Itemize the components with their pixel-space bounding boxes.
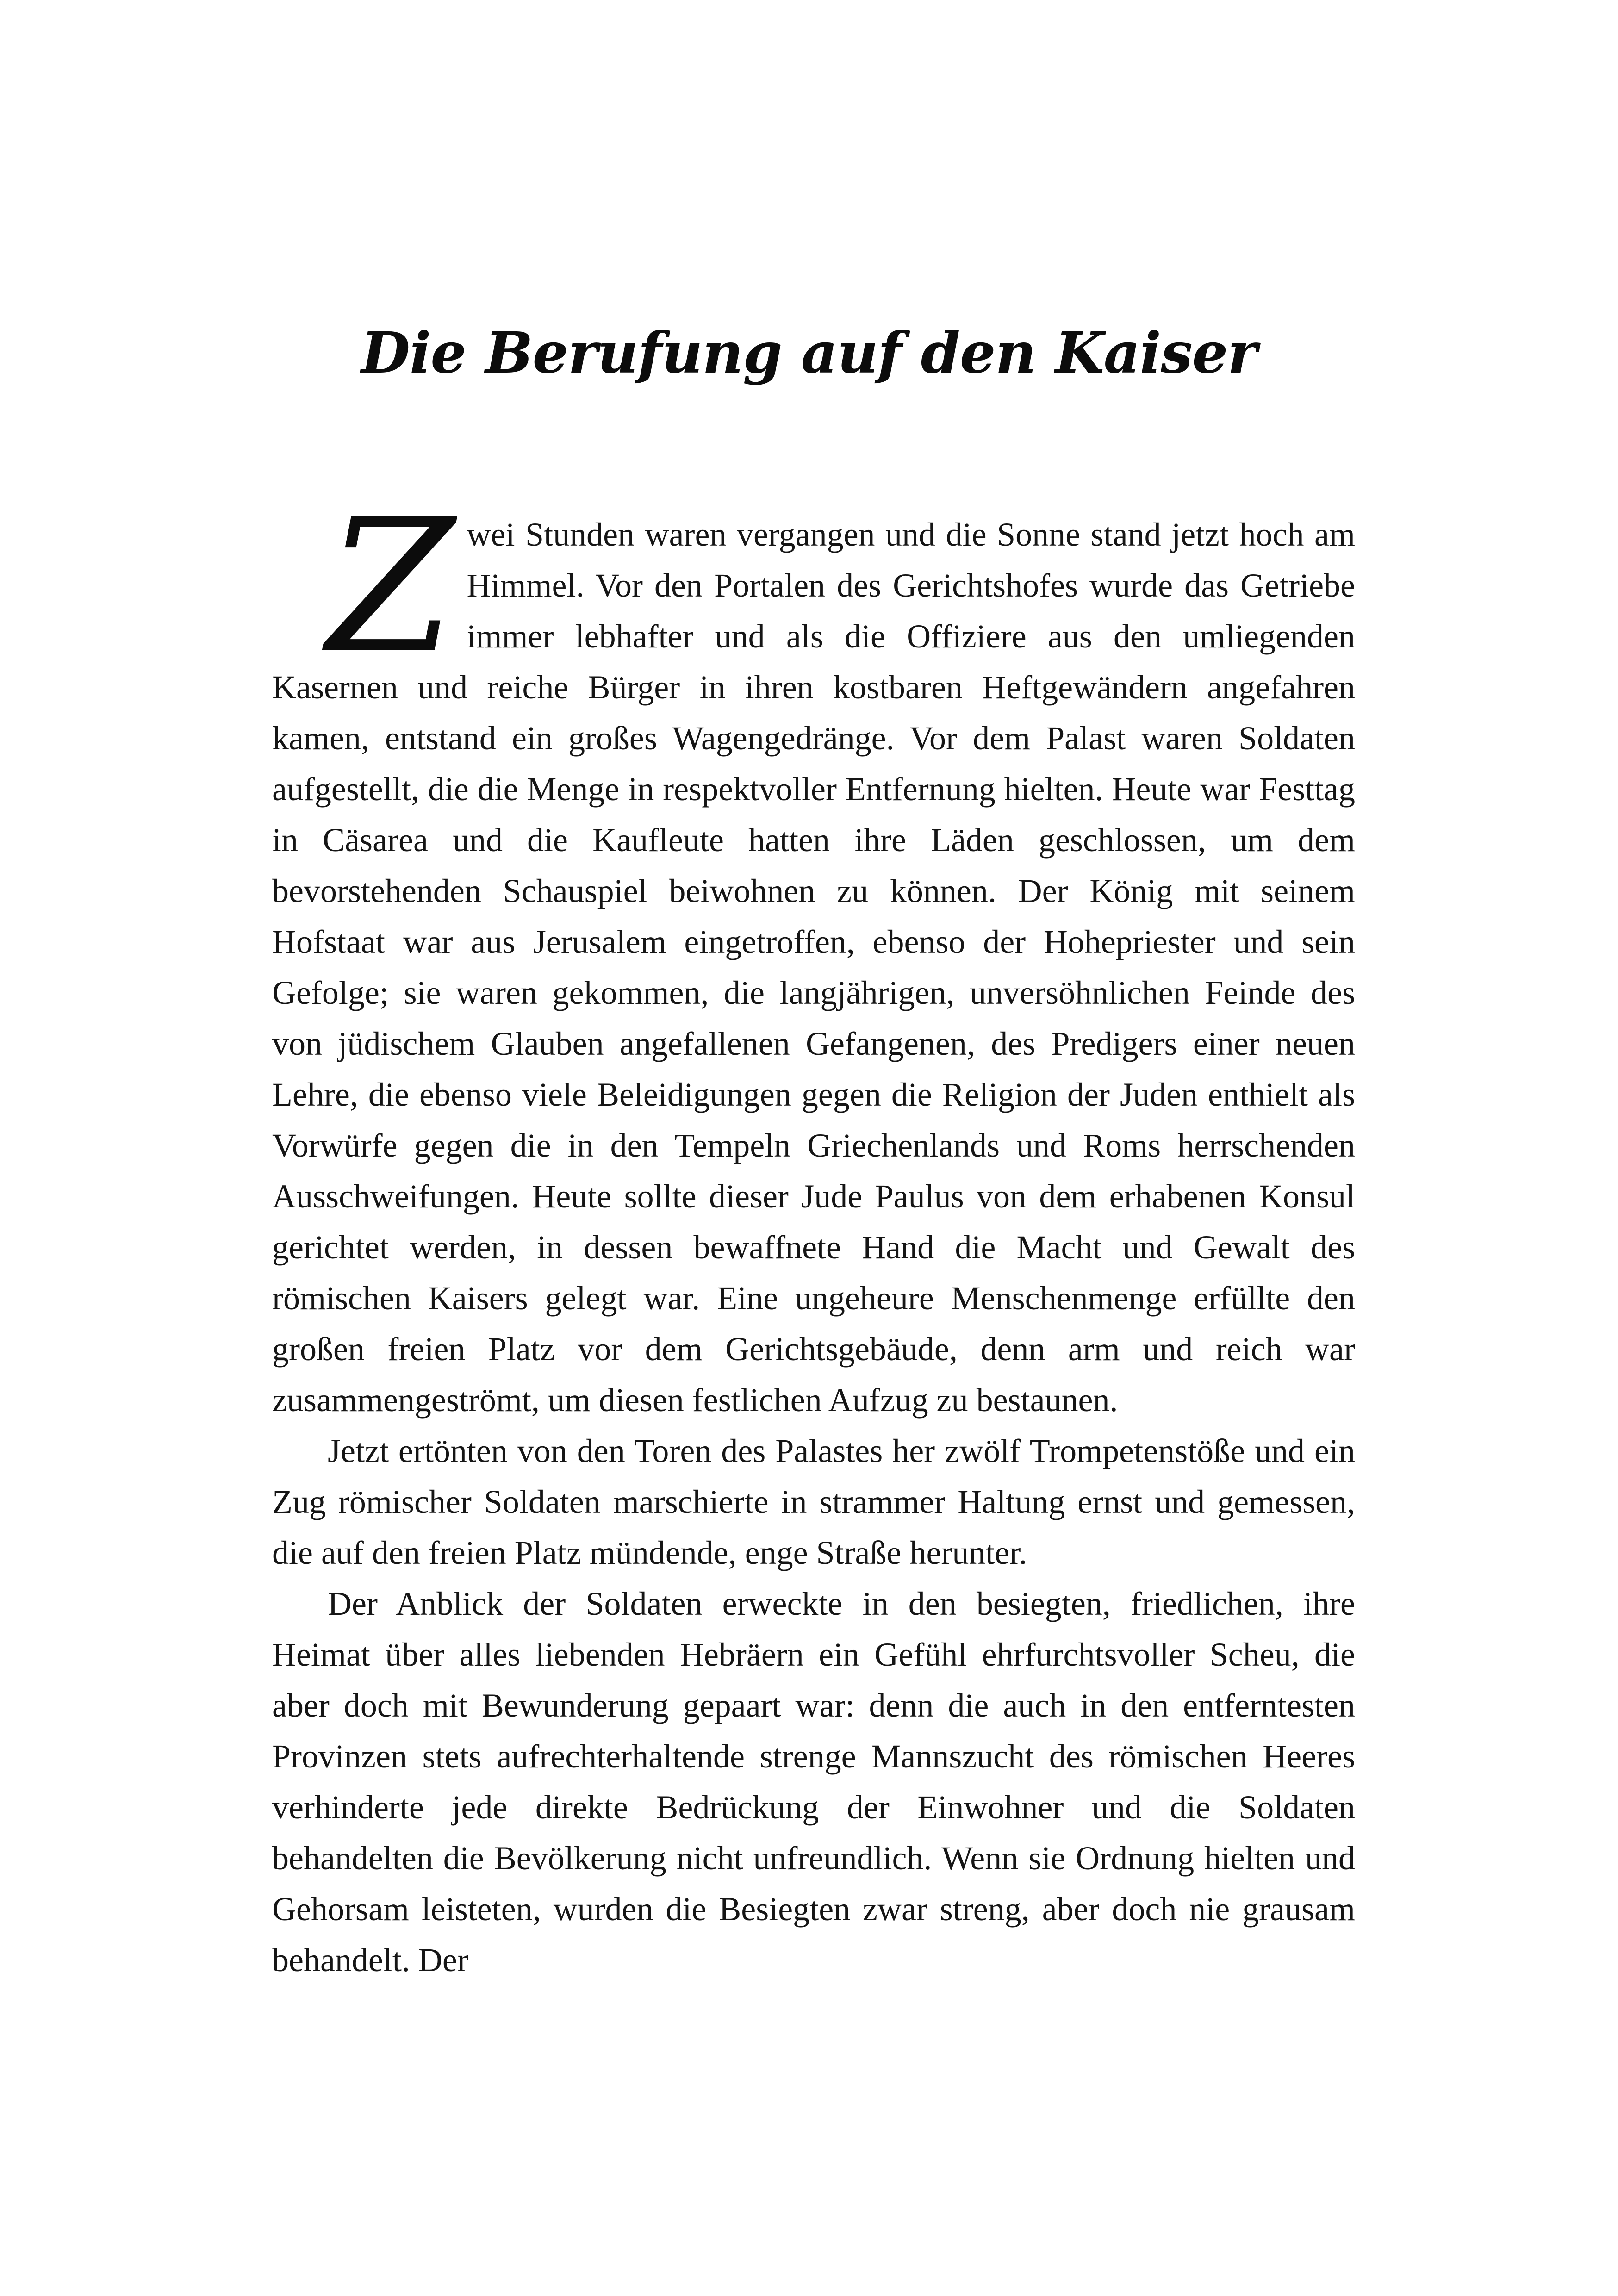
paragraph-1 — [272, 479, 1355, 1425]
paragraph-2: Jetzt ertönten von den Toren des Palastes her zwölf Trompetenstöße und ein Zug römischer Soldaten marschierte in strammer Haltung ernst und gemessen, die auf den freien Platz mündende, enge Straße herunter. — [272, 1432, 1355, 1571]
chapter-title: Die Berufung auf den Kaiser — [361, 319, 1257, 386]
paragraph-3: Der Anblick der Soldaten erweckte in den besiegten, friedlichen, ihre Heimat über alles liebenden Hebräern ein Gefühl ehrfurchtsvoller Scheu, die aber doch mit Bewunderung gepaart war: denn die auch in den entferntesten Provinzen stets aufrechterhaltende strenge Mannszucht des römischen Heeres verhinderte jede direkte Bedrückung der Einwohner und die Soldaten behandelten die Bevölkerung nicht unfreundlich. Wenn sie Ordnung hielten und Gehorsam leisteten, wurden die Besiegten zwar streng, aber doch nie grausam behandelt. Der — [272, 1585, 1355, 1979]
drop-cap: Z — [327, 479, 455, 694]
chapter-body — [272, 479, 1355, 1985]
paragraph-1-text: wei Stunden waren vergangen und die Sonne stand jetzt hoch am Himmel. Vor den Portalen des Gerichtshofes wurde das Getriebe immer lebhafter und als die Offiziere aus den umliegenden Kasernen und reiche Bürger in ihren kostbaren Heftgewändern angefahren kamen, entstand ein großes Wagengedränge. Vor dem Palast waren Soldaten aufgestellt, die die Menge in respektvoller Entfernung hielten. Heute war Festtag in Cäsarea und die Kaufleute hatten ihre Läden geschlossen, um dem bevorstehenden Schauspiel beiwohnen zu können. Der König mit seinem Hofstaat war aus Jerusalem eingetroffen, ebenso der Hohepriester und sein Gefolge; sie waren gekommen, die langjährigen, unversöhnlichen Feinde des von jüdischem Glauben angefallenen Gefangenen, des Predigers einer neuen Lehre, die ebenso viele Beleidigungen gegen die Religion der Juden enthielt als Vorwürfe gegen die in den Tempeln Griechenlands und Roms herrschenden Ausschweifungen. Heute sollte dieser Jude Paulus von dem erhabenen Konsul gerichtet werden, in dessen bewaffnete Hand die Macht und Gewalt des römischen Kaisers gelegt war. Eine ungeheure Menschenmenge erfüllte den großen freien Platz vor dem Gerichtsgebäude, denn arm und reich war zusammengeströmt, um diesen festlichen Aufzug zu bestaunen. — [272, 516, 1355, 1419]
